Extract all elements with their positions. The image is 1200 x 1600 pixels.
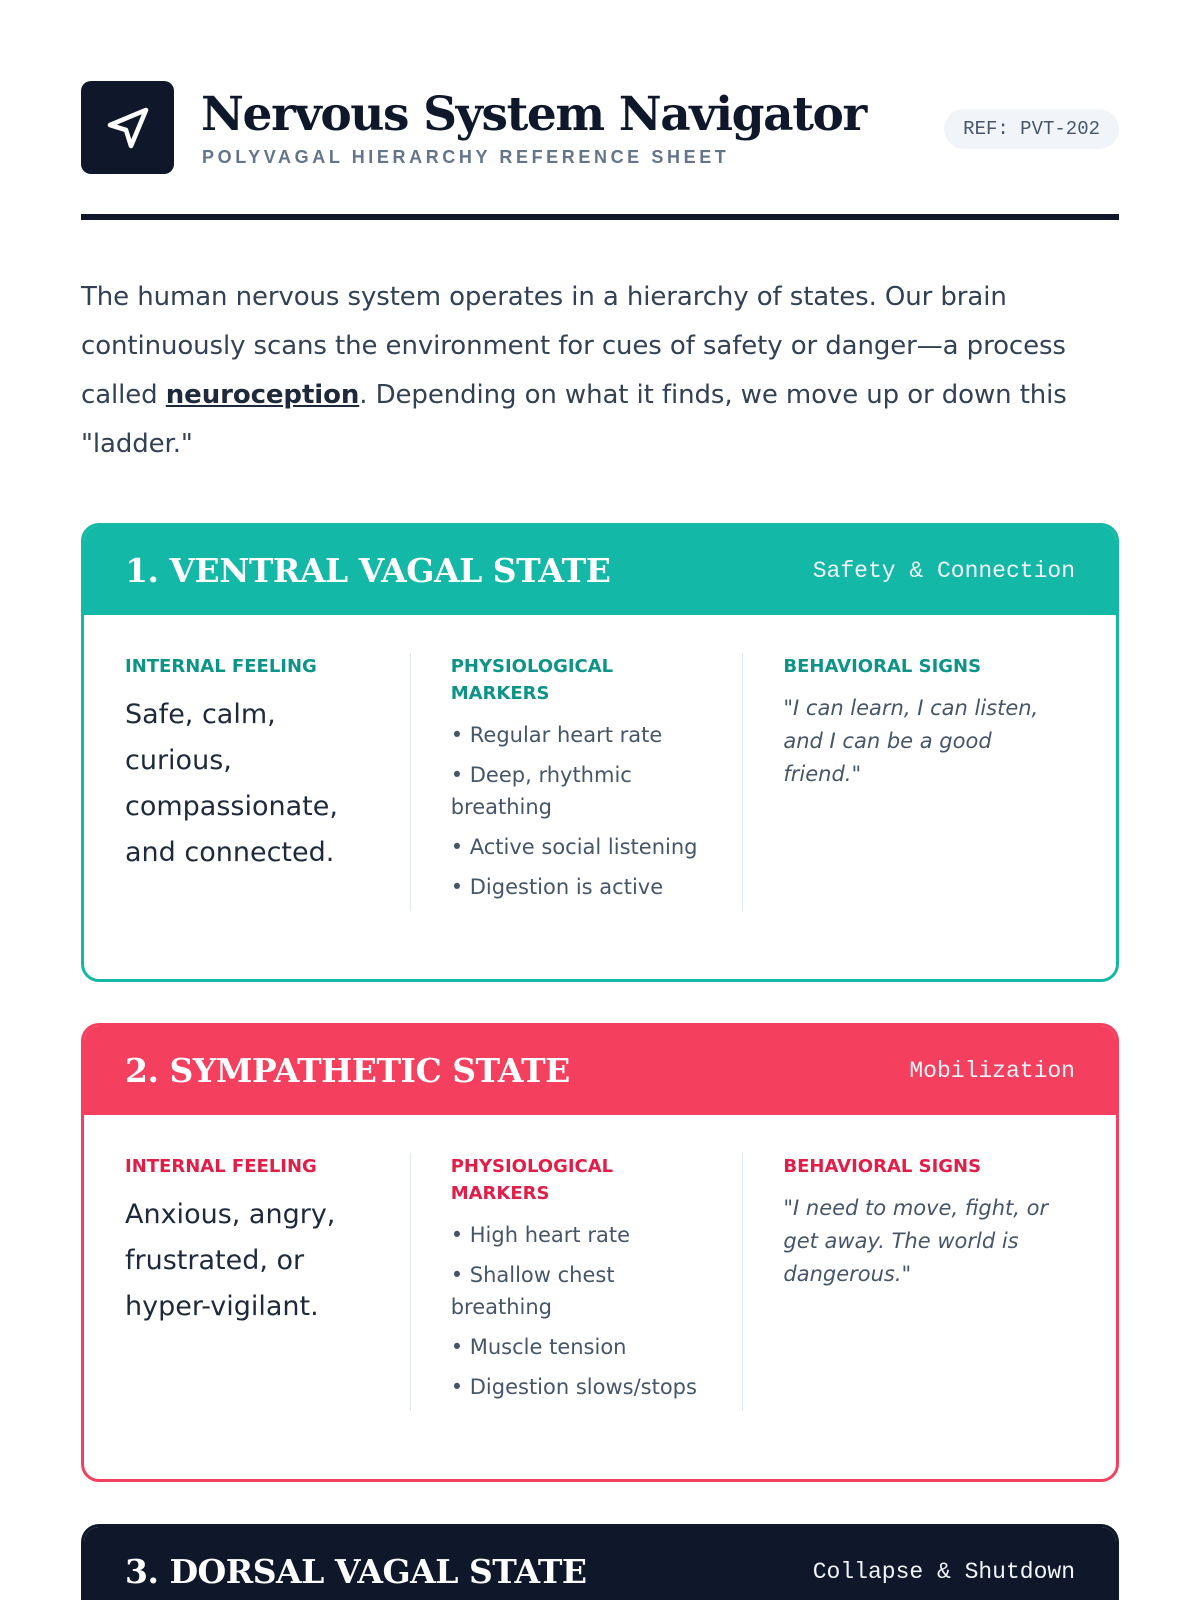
page-header <box>81 81 1119 221</box>
marker-item: • Muscle tension <box>450 1335 627 1359</box>
neuroception-term: neuroception <box>165 380 360 410</box>
intro-text-end: . Depending on what it finds, we move up or down this "ladder." <box>81 380 1067 459</box>
card-header <box>84 1527 1116 1600</box>
marker-item: • High heart rate <box>450 1223 630 1247</box>
page-subtitle: POLYVAGAL HIERARCHY REFERENCE SHEET <box>202 147 730 167</box>
state-title: 1. VENTRAL VAGAL STATE <box>125 551 611 590</box>
state-title: 2. SYMPATHETIC STATE <box>125 1051 570 1090</box>
navigation-arrow-icon <box>104 104 152 152</box>
behavioral-quote: "I can learn, I can listen, and I can be a good friend." <box>783 696 1039 786</box>
state-tag: Collapse & Shutdown <box>812 1558 1075 1585</box>
internal-feeling-text: Anxious, angry, frustrated, or hyper-vigilant. <box>125 1199 336 1322</box>
card-body <box>84 615 1116 949</box>
marker-item: • Digestion slows/stops <box>450 1375 697 1399</box>
state-tag: Mobilization <box>909 1057 1075 1084</box>
behavioral-signs-column <box>742 653 1075 911</box>
state-card-sympathetic <box>81 1023 1119 1482</box>
physiological-markers-column <box>410 653 743 911</box>
reference-badge: REF: PVT-202 <box>944 109 1119 149</box>
internal-feeling-column <box>125 653 410 911</box>
state-card-ventral-vagal <box>81 523 1119 982</box>
marker-item: • Regular heart rate <box>450 723 663 747</box>
state-card-dorsal-vagal <box>81 1524 1119 1600</box>
state-title: 3. DORSAL VAGAL STATE <box>125 1552 587 1591</box>
card-header <box>84 1026 1116 1115</box>
marker-item: • Shallow chest breathing <box>450 1263 615 1319</box>
physiological-markers-column <box>410 1153 743 1411</box>
marker-item: • Active social listening <box>450 835 698 859</box>
marker-item: • Deep, rhythmic breathing <box>450 763 632 819</box>
marker-item: • Digestion is active <box>450 875 664 899</box>
behavioral-quote: "I need to move, fight, or get away. The world is dangerous." <box>783 1196 1049 1286</box>
intro-paragraph <box>81 273 1119 469</box>
internal-feeling-column <box>125 1153 410 1411</box>
markers-list <box>451 719 703 903</box>
internal-feeling-label: INTERNAL FEELING <box>125 656 317 677</box>
page-title: Nervous System Navigator <box>201 87 866 142</box>
behavioral-signs-label: BEHAVIORAL SIGNS <box>783 656 982 677</box>
card-header <box>84 526 1116 615</box>
internal-feeling-text: Safe, calm, curious, compassionate, and connected. <box>125 699 338 868</box>
state-tag: Safety & Connection <box>812 557 1075 584</box>
behavioral-signs-column <box>742 1153 1075 1411</box>
markers-list <box>451 1219 703 1403</box>
internal-feeling-label: INTERNAL FEELING <box>125 1156 317 1177</box>
behavioral-signs-label: BEHAVIORAL SIGNS <box>783 1156 982 1177</box>
header-divider <box>81 214 1119 220</box>
physiological-markers-label: PHYSIOLOGICAL MARKERS <box>450 1156 614 1204</box>
physiological-markers-label: PHYSIOLOGICAL MARKERS <box>450 656 614 704</box>
card-body <box>84 1115 1116 1449</box>
intro-text-start: The human nervous system operates in a hierarchy of states. Our brain continuously scans the environment for cues of safety or danger—a process called <box>81 282 1066 410</box>
logo <box>81 81 174 174</box>
